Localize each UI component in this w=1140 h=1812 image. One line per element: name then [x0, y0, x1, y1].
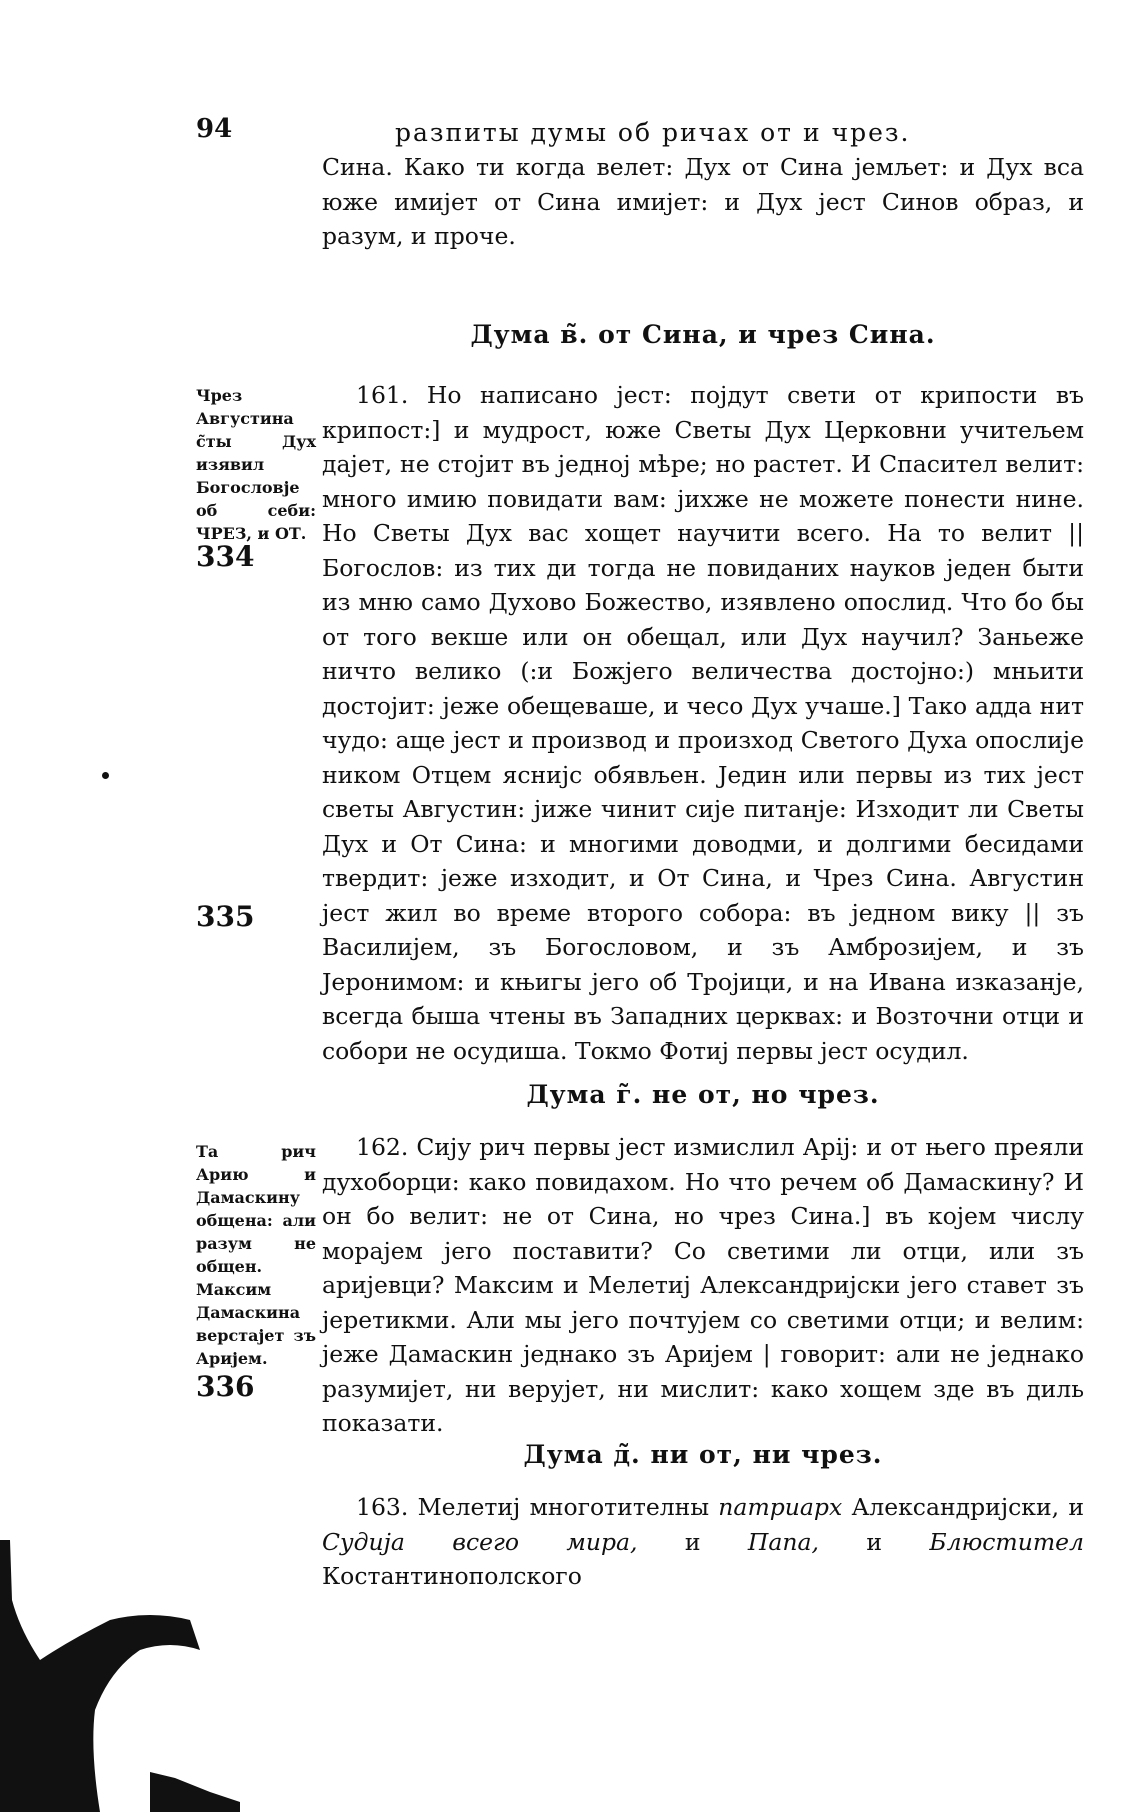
margin-number-336: 336 [196, 1370, 255, 1403]
paragraph-161 [322, 378, 1084, 1068]
paragraph-161-text: 161. Но написано јест: појдут свети от крипости въ крипост:] и мудрост, юже Светы Дух Церковни учитељем дајет, не стојит въ једној мѣре; но растет. И Спасител велит: много имию повидати вам: јихже не можете понести нине. Но Светы Дух вас хощет научити всего. На то велит || Богослов: из тих ди тогда не повиданих науков једен быти из мню само Духово Божество, изявлено опослид. Что бо бы от того векше или он обещал, или Дух научил? Заньеже ничто велико (:и Божјего величества достојно:) мньити достојит: јеже обещеваше, и чесо Дух учаше.] Тако адда нит чудо: аще јест и производ и произход Светого Духа опослије ником Отцем яснијс обявљен. Једин или первы из тих јест светы Августин: јиже чинит сије питанје: Изходит ли Светы Дух и От Сина: и многими доводми, и долгими бесидами твердит: јеже изходит, и От Сина, и Чрез Сина. Августин јест жил во време второго собора: въ једном вику || зъ Василијем, зъ Богословом, и зъ Амброзијем, и зъ Јеронимом: и књигы јего об Тројици, и на Ивана изказанје, всегда быша чтены въ Западних церквах: и Возточни отци и собори не осудиша. Токмо Фотиј первы јест осудил. [322, 381, 1084, 1065]
scan-dot [102, 772, 109, 779]
italic-pope: Папа, [747, 1527, 819, 1556]
italic-guardian: Блюстител [929, 1527, 1084, 1556]
margin-number-334: 334 [196, 540, 255, 573]
paragraph-163-part5: Костантинополского [322, 1562, 582, 1590]
scan-edge-shadow [0, 1540, 240, 1812]
paragraph-163-start: 163. Мелетиј многотителны [356, 1493, 719, 1521]
section-heading-g: Дума г̃. не от, но чрез. [526, 1080, 880, 1109]
running-title: разпиты думы об ричах от и чрез. [395, 118, 911, 147]
paragraph-163-part2: Александријски, и [842, 1493, 1085, 1521]
margin-note-g: Та рич Арию и Дамаскину общена: али разум не общен. Максим Дамаскина верстајет зъ Аријем. [196, 1142, 316, 1368]
margin-number-335: 335 [196, 900, 255, 933]
paragraph-163-part4: и [819, 1527, 930, 1556]
margin-note-b: Чрез Августина с̃ты Дух изявил Богословје об себи: ЧРЕЗ, и ОТ. [196, 386, 316, 543]
paragraph-162-text: 162. Сију рич первы јест измислил Арij: и от њего преяли духоборци: како повидахом. Но что речем об Дамаскину? И он бо велит: не от Сина, но чрез Сина.] въ којем числу мораjем јего поставити? Со светими ли отци, или зъ аријевци? Максим и Мелетиј Александријски јего ставет зъ јеретикми. Али мы јего почтујем со светими отци; и велим: јеже Дамаскин једнако зъ Аријем | говорит: али не једнако разумијет, ни верујет, ни мислит: како хощем зде въ диль показати. [322, 1133, 1084, 1437]
paragraph-162 [322, 1130, 1084, 1441]
italic-patriarch: патриарх [718, 1493, 843, 1521]
paragraph-163-text [322, 1490, 1084, 1594]
page-number: 94 [196, 114, 233, 144]
paragraph-163-part3: и [637, 1527, 748, 1556]
intro-paragraph [322, 150, 1084, 254]
section-heading-d: Дума д̃. ни от, ни чрез. [523, 1440, 883, 1469]
italic-judge: Судија всего мира, [322, 1527, 638, 1556]
paragraph-163 [322, 1490, 1084, 1594]
section-heading-b: Дума в̃. от Сина, и чрез Сина. [470, 320, 936, 349]
intro-text: Сина. Како ти когда велет: Дух от Сина јемљет: и Дух вса юже имијет от Сина имијет: и Дух јест Синов образ, и разум, и проче. [322, 153, 1084, 250]
